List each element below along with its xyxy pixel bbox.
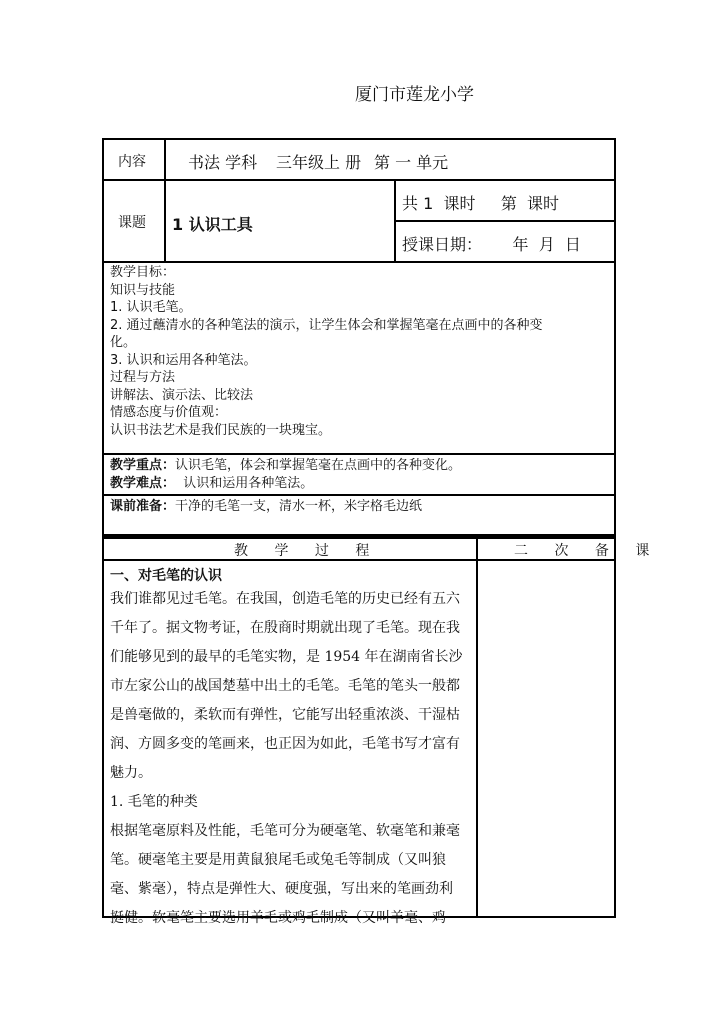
unit-text: 第 一 单元 <box>374 153 449 172</box>
process-body <box>110 585 476 933</box>
objective-line: 教学目标： <box>110 265 176 280</box>
process-header: 教 学 过 程 <box>234 543 381 559</box>
second-prep-header: 二 次 备 课 <box>514 543 661 559</box>
content-label: 内容 <box>118 154 146 170</box>
focus-text: 认识毛笔，体会和掌握笔毫在点画中的各种变化。 <box>175 458 462 473</box>
body-line: 是兽毫做的，柔软而有弹性，它能写出轻重浓淡、干湿枯 <box>110 707 460 723</box>
objective-line: 情感态度与价值观： <box>110 405 228 420</box>
periods-text: 共 1 课时 第 课时 <box>402 194 560 213</box>
section-title: 一、对毛笔的认识 <box>110 568 222 584</box>
body-line: 挺健。软毫笔主要选用羊毛或鸡毛制成（又叫羊毫、鸡 <box>110 910 446 926</box>
body-line: 们能够见到的最早的毛笔实物，是 1954 年在湖南省长沙 <box>110 649 463 665</box>
body-line: 1. 毛笔的种类 <box>110 794 198 810</box>
body-line: 市左家公山的战国楚墓中出土的毛笔。毛笔的笔头一般都 <box>110 678 460 694</box>
objective-line: 过程与方法 <box>110 370 176 385</box>
objectives-block <box>110 264 610 439</box>
difficulty-text: 认识和运用各种笔法。 <box>175 475 314 491</box>
preparation-label: 课前准备： <box>110 499 176 514</box>
body-line: 笔。硬毫笔主要是用黄鼠狼尾毛或兔毛等制成（又叫狼 <box>110 852 446 868</box>
lesson-info-table <box>102 138 616 536</box>
objective-line: 1. 认识毛笔。 <box>110 300 192 315</box>
focus-label: 教学重点： <box>110 458 176 473</box>
objective-line: 3. 认识和运用各种笔法。 <box>110 352 257 368</box>
objective-line: 讲解法、演示法、比较法 <box>110 387 254 403</box>
objective-line: 知识与技能 <box>110 282 176 298</box>
subject-text: 书法 学科 <box>188 153 258 172</box>
objective-line: 化。 <box>110 335 137 350</box>
objective-line: 认识书法艺术是我们民族的一块瑰宝。 <box>110 422 332 438</box>
preparation-text: 干净的毛笔一支，清水一杯，米字格毛边纸 <box>175 499 423 514</box>
school-name: 厦门市莲龙小学 <box>355 85 474 105</box>
body-line: 我们谁都见过毛笔。在我国，创造毛笔的历史已经有五六 <box>110 591 460 607</box>
grade-text: 三年级上 册 <box>276 153 362 172</box>
objective-line: 2. 通过蘸清水的各种笔法的演示，让学生体会和掌握笔毫在点画中的各种变 <box>110 317 543 333</box>
teaching-date: 授课日期： 年 月 日 <box>402 235 581 254</box>
topic-label: 课题 <box>118 215 146 231</box>
body-line: 根据笔毫原料及性能，毛笔可分为硬毫笔、软毫笔和兼毫 <box>110 823 460 839</box>
body-line: 千年了。据文物考证，在殷商时期就出现了毛笔。现在我 <box>110 620 460 636</box>
topic-title: 1 认识工具 <box>172 215 253 234</box>
difficulty-label: 教学难点： <box>110 475 176 491</box>
key-points-block <box>110 457 610 492</box>
body-line: 润、方圆多变的笔画来，也正因为如此，毛笔书写才富有 <box>110 736 460 752</box>
body-line: 毫、紫毫），特点是弹性大、硬度强，写出来的笔画劲利 <box>110 881 453 897</box>
body-line: 魅力。 <box>110 765 152 781</box>
process-table <box>102 536 661 926</box>
preparation-block <box>110 498 610 516</box>
